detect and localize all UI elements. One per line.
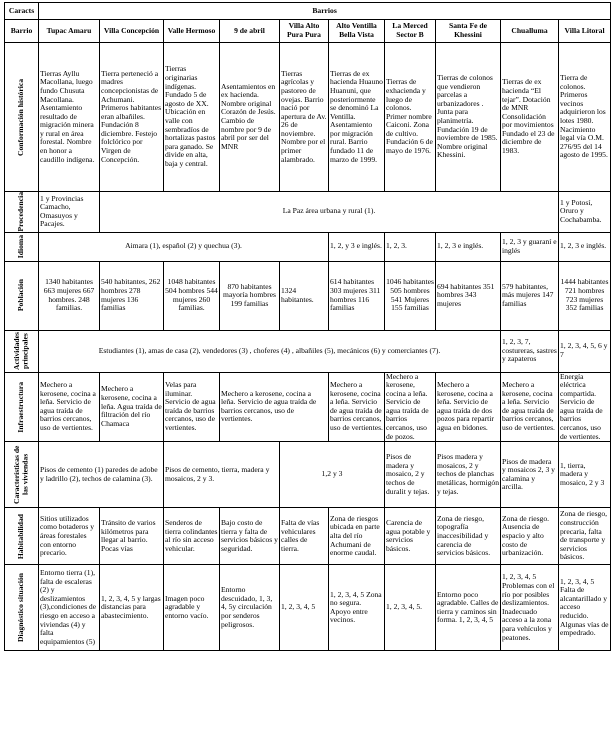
table-cell: Tierras de ex hacienda “El tejar”. Dotación de MNR Consolidación por movimientos Fundado el 23 de diciembre de 1983.: [501, 43, 559, 192]
col-header: Valle Hermoso: [164, 20, 220, 43]
table-row: [5, 261, 611, 330]
document-page: [4, 2, 610, 651]
table-cell: Tierra perteneció a madres concepcionistas de Achumani. Primeros habitantes eran albañiles. Fundación 8 diciembre. Festejo folclórico por Virgen de Concepción.: [100, 43, 164, 192]
col-header: Tupac Amaru: [39, 20, 100, 43]
table-cell: Mechero a kerosene, cocina a leña. Servicio de agua traída de barrios cercanos, uso de pozos.: [385, 372, 436, 442]
table-cell: Energía eléctrica compartida. Servicio de agua traída de barrios cercanos, uso de vertientes.: [559, 372, 611, 442]
table-cell: Sitios utilizados como botaderos y áreas forestales con entorno precario.: [39, 508, 100, 565]
col-header: Villa Alto Pura Pura: [280, 20, 329, 43]
table-cell: 1, 2, 3, 7, costureras, sastres y zapateros: [501, 330, 559, 372]
table-cell: 579 habitantes, más mujeres 147 familias: [501, 261, 559, 330]
col-header: Chualluma: [501, 20, 559, 43]
table-row: [5, 442, 611, 508]
table-cell: Zona de riesgo, construcción precaria, falta de transporte y servicios básicos.: [559, 508, 611, 565]
table-cell: 1046 habitantes 505 hombres 541 Mujeres 155 familias: [385, 261, 436, 330]
table-cell: Mechero a kerosene, cocina a leña. Agua traída de filtración del río Chamaca: [100, 372, 164, 442]
table-cell: 694 habitantes 351 hombres 343 mujeres: [436, 261, 501, 330]
table-cell: 1, 2, 3 e inglés.: [559, 232, 611, 261]
table-cell: 1, 2, y 3 e inglés.: [329, 232, 385, 261]
table-row: [5, 565, 611, 651]
row-label: Población: [16, 279, 26, 312]
table-cell: Tierras Ayllu Macollana, luego fundo Chusuta Macollana. Asentamiento resultado de migración minera y rural en área forestal. Nombre en honor a caudillo indígena.: [39, 43, 100, 192]
table-cell: 1, 2, 3, 4, 5, 6 y 7: [559, 330, 611, 372]
row-label: Conformación histórica: [16, 78, 26, 156]
table-cell: Mechero a kerosene, cocina a leña. Servicio de agua traída de barrios cercanos, uso de vertientes.: [39, 372, 100, 442]
table-cell: Zona de riesgo, topografía inaccesibilidad y carencia de servicios básicos.: [436, 508, 501, 565]
table-cell: Pisos de cemento, tierra, madera y mosaicos, 2 y 3.: [164, 442, 280, 508]
table-cell: 870 habitantes mayoría hombres 199 familias: [220, 261, 280, 330]
table-cell: 1, 2, 3 e inglés.: [436, 232, 501, 261]
table-cell: Carencia de agua potable y servicios básicos.: [385, 508, 436, 565]
table-cell: Pisos de madera y mosaico, 2 y techos de duralit y tejas.: [385, 442, 436, 508]
table-cell: Tierras de ex hacienda Huauno Huanuni, que posteriormente se denominó La Ventilla. Asentamiento por migración rural. Barrio fundado 11 de marzo de 1999.: [329, 43, 385, 192]
table-cell: Tierra de colonos. Primeros vecinos adquirieron los lotes 1980. Nacimiento legal vía O.M. 276/95 del 14 agosto de 1995.: [559, 43, 611, 192]
table-cell: Tierras agrícolas y pastoreo de ovejas. Barrio nació por apertura de Av. 26 de noviembre. Nombre por el primer alambrado.: [280, 43, 329, 192]
row-label: Actividades principales: [12, 332, 30, 370]
table-cell: Pisos de madera y mosaicos 2, 3 y calamina y arcilla.: [501, 442, 559, 508]
table-cell: Tierras de exhacienda y luego de colonos. Primer nombre Caiconi. Zona de cultivo. Fundación 6 de mayo de 1976.: [385, 43, 436, 192]
table-cell: 1, 2, 3, 4, 5 Falta de alcantarillado y acceso reducido. Algunas vías de empedrado.: [559, 565, 611, 651]
table-cell: Mechero a kerosene, cocina a leña. Servicio de agua traída de barrios cercanos, uso de vertientes.: [329, 372, 385, 442]
table-row: [5, 192, 611, 233]
row-label: Habitabilidad: [16, 513, 26, 559]
table-cell: Imagen poco agradable y entorno vacío.: [164, 565, 220, 651]
table-cell: Mechero a kerosene, cocina a leña. Servicio de agua traída de dos pozos para repartir agua en bidones.: [436, 372, 501, 442]
caracts-header: Caracts: [5, 3, 39, 20]
table-cell: Senderos de tierra colindantes al río sin acceso vehicular.: [164, 508, 220, 565]
table-row: [5, 232, 611, 261]
table-cell: Pisos madera y mosaicos, 2 y techos de planchas metálicas, hormigón y tejas.: [436, 442, 501, 508]
table-cell: Velas para iluminar. Servicio de agua traída de barrios cercanos, uso de vertientes.: [164, 372, 220, 442]
col-header: Santa Fe de Khessini: [436, 20, 501, 43]
table-cell: Aimara (1), español (2) y quechua (3).: [39, 232, 329, 261]
row-label: Procedencia: [16, 192, 26, 232]
table-cell: Entorno descuidado, 1, 3, 4, 5y circulación por senderos peligrosos.: [220, 565, 280, 651]
table-row: [5, 508, 611, 565]
col-header: Villa Litoral: [559, 20, 611, 43]
table-row: [5, 330, 611, 372]
col-header: Alto Ventilla Bella Vista: [329, 20, 385, 43]
table-cell: 1, tierra, madera y mosaico, 2 y 3: [559, 442, 611, 508]
row-label: Idioma: [16, 234, 26, 259]
table-cell: 1, 2, 3.: [385, 232, 436, 261]
table-cell: 1, 2, 3, 4, 5 y largas distancias para abastecimiento.: [100, 565, 164, 651]
table-cell: Tierras de colonos que vendieron parcelas a urbanizadores . Junta para planimetría. Fundación 19 de noviembre de 1985. Nombre original Khessini.: [436, 43, 501, 192]
table-cell: Entorno tierra (1), falta de escaleras (2) y deslizamientos (3),condiciones de riesgo en acceso a viviendas (4) y falta equipamientos (5): [39, 565, 100, 651]
table-cell: Mechero a kerosene, cocina a leña. Servicio de agua traída de barrios cercanos, uso de vertientes.: [220, 372, 329, 442]
table-cell: Bajo costo de tierra y falta de servicios básicos y seguridad.: [220, 508, 280, 565]
table-cell: 1444 habitantes 721 hombres 723 mujeres 352 familias: [559, 261, 611, 330]
table-cell: 1 y Potosí, Oruro y Cochabamba.: [559, 192, 611, 233]
table-cell: 1324 habitantes.: [280, 261, 329, 330]
table-cell: 1, 2, 3, 4, 5: [280, 565, 329, 651]
table-cell: 540 habitantes, 262 hombres 278 mujeres 136 familias: [100, 261, 164, 330]
barrio-header: Barrio: [5, 20, 39, 43]
table-cell: 1,2 y 3: [280, 442, 385, 508]
table-cell: 1 y Provincias Camacho, Omasuyos y Pacajes.: [39, 192, 100, 233]
table-cell: Pisos de cemento (1) paredes de adobe y ladrillo (2), techos de calamina (3).: [39, 442, 164, 508]
table-cell: Asentamientos en ex hacienda. Nombre original Corazón de Jesús. Cambio de nombre por 9 de abril por ser del MNR: [220, 43, 280, 192]
table-cell: La Paz área urbana y rural (1).: [100, 192, 559, 233]
table-cell: Zona de riesgo. Ausencia de espacio y alto costo de urbanización.: [501, 508, 559, 565]
table-cell: 1, 2, 3, 4, 5 Zona no segura. Apoyo entre vecinos.: [329, 565, 385, 651]
row-label: Diagnóstico situación: [16, 573, 26, 643]
row-label: Características de las viviendas: [12, 445, 30, 504]
col-header: Villa Concepción: [100, 20, 164, 43]
table-cell: Mechero a kerosene, cocina a leña. Servicio de agua traída de barrios cercanos, uso de vertientes.: [501, 372, 559, 442]
table-cell: 614 habitantes 303 mujeres 311 hombres 116 familias: [329, 261, 385, 330]
table-cell: 1, 2, 3, 4, 5.: [385, 565, 436, 651]
table-cell: Entorno poco agradable. Calles de tierra y caminos sin forma. 1, 2, 3, 4, 5: [436, 565, 501, 651]
table-cell: 1, 2, 3, 4, 5 Problemas con el río por posibles deslizamientos. Inadecuado acceso a la zona para vehículos y peatones.: [501, 565, 559, 651]
table-cell: 1340 habitantes 663 mujeres 667 hombres. 248 familias.: [39, 261, 100, 330]
table-cell: Tierras originarias indígenas. Fundado 5 de agosto de XX. Ubicación en valle con sembradíos de hortalizas pastos para ganado. Se divide en alta, baja y central.: [164, 43, 220, 192]
barrios-table: [4, 2, 611, 651]
col-header: La Merced Sector B: [385, 20, 436, 43]
barrios-header: Barrios: [39, 3, 611, 20]
table-cell: 1048 habitantes 504 hombres 544 mujeres 260 familias.: [164, 261, 220, 330]
table-cell: 1, 2, 3 y guaraní e inglés: [501, 232, 559, 261]
table-cell: Zona de riesgos ubicada en parte alta del río Achumani de enorme caudal.: [329, 508, 385, 565]
table-cell: Estudiantes (1), amas de casa (2), vendedores (3) , choferes (4) , albañiles (5), mecánicos (6) y comerciantes (7).: [39, 330, 501, 372]
row-label: Infraestructura: [16, 381, 26, 433]
table-cell: Falta de vías vehiculares calles de tierra.: [280, 508, 329, 565]
table-cell: Tránsito de varios kilómetros para llegar al barrio. Pocas vías: [100, 508, 164, 565]
col-header: 9 de abril: [220, 20, 280, 43]
table-row: [5, 372, 611, 442]
table-row: [5, 43, 611, 192]
